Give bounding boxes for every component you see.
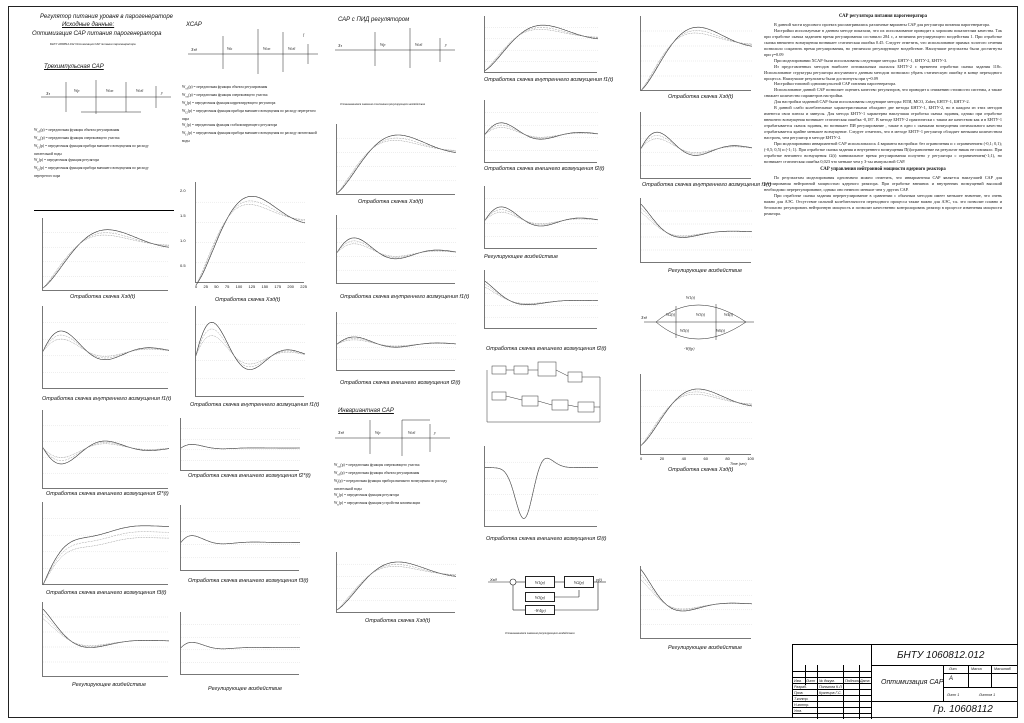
- svg-text:Wоб: Wоб: [288, 46, 296, 51]
- text-p5: Настройки типовой одноимпульсной САР питания парогенератора.: [774, 81, 897, 87]
- col1-opt-title: Оптимизация САР питания парогенератора: [32, 31, 162, 37]
- col2-plot-5-caption: Регулирующее воздействие: [208, 686, 283, 692]
- col1-plot-5-caption: Регулирующее воздействие: [72, 682, 147, 688]
- col2-block-diagram: [183, 24, 323, 79]
- response-curve: [196, 329, 305, 367]
- stamp-date: Дата: [860, 679, 870, 683]
- col1-divider: [34, 210, 174, 211]
- response-curve: [196, 201, 305, 285]
- response-curve: [337, 135, 456, 193]
- col4-plot-5: [484, 446, 597, 527]
- col2-plot-3-caption: Отработка скачка внешнего возмущения f2*(t): [188, 473, 311, 479]
- response-curve: [485, 210, 598, 225]
- text-p6: Использование данной САР позволяет оценить качество регуляторов, что приводит к снижению стоимости системы, а также снижает количество параметров настройки.: [764, 87, 1002, 99]
- response-curve: [641, 31, 752, 91]
- text-p9: При моделировании инвариантной САР использовалось 4 варианта настройки: без ограничения и с ограничением (-0,1; 0,1); (-0,5; 0,5) и (-1; 1). При отработке скачка задания и внутреннего возмущения П(t)ограничение на результат никак не повлияло. При отработке внешнего возмущения f2(t) минимальное время регулирования получено у регулятора с ограничением(-1;1), но возникает статическая ошибка 0,023 что меньше чем у 3-хы импульсной САР.: [764, 141, 1002, 164]
- svg-text:Wp: Wp: [380, 42, 386, 47]
- col3-block-diagram: [330, 22, 460, 72]
- col1-plot-1: [42, 218, 168, 291]
- svg-text:Wp: Wp: [74, 88, 80, 93]
- response-curve: [641, 389, 752, 446]
- stamp-lit: А: [949, 676, 954, 682]
- text-p7: Для настройки заданной САР были использованы следующие методы: ВТИ, МСО, Zaber, БНТУ-1, БНТУ-2.: [774, 99, 970, 105]
- response-curve: [43, 441, 169, 464]
- col5-xaxis: 0 20 40 60 80 100: [640, 456, 754, 461]
- svg-text:Xзд: Xзд: [191, 47, 197, 52]
- col4-plot-3-caption: Регулирующее воздействие: [484, 254, 559, 260]
- svg-text:W6(t): W6(t): [716, 328, 726, 333]
- text-heading-2: САР управления нейтронной мощности ядерного реактора: [820, 166, 946, 172]
- response-curve: [196, 196, 305, 285]
- col1-plot-5: [42, 602, 168, 677]
- col5-plot-1: [640, 16, 751, 91]
- col5-plot-2-caption: Отработка скачка внутреннего возмущения f1(t): [642, 182, 772, 188]
- response-curve: [641, 204, 752, 237]
- stamp-list: Лист: [806, 679, 816, 683]
- col2-section: ХСАР: [186, 22, 202, 28]
- col3-plot-4-caption: Отработка скачка Хзд(t): [365, 618, 431, 624]
- text-p2: Настройки используемые в данном методе показали, что их использование приводит к хорошим показателям качества. Так при отработке скачка заданием время регулирования составило 284 с, а величина регулирующего воздействия 1. При отработке скачка внешнего возмущения возникает статическая ошибка 0.45. Следует отметить, что использование прямых золотого сечения позволило сократить время регулирования, но увеличило регулирующее воздействие. Наилучшие результаты были достигнуты при γ=0.09: [764, 27, 1002, 57]
- svg-text:y: y: [161, 90, 163, 95]
- text-p1: В данной части курсового проекта рассматривались различные варианты САР для регулятора питания парогенератора.: [774, 21, 990, 27]
- bd-block-w3: W3(p): [525, 592, 555, 602]
- response-curve: [43, 538, 169, 585]
- svg-text:Xзд: Xзд: [338, 430, 344, 435]
- stamp-scale-header: Масштаб: [994, 667, 1011, 671]
- response-curve: [43, 335, 169, 358]
- response-curve: [337, 338, 456, 346]
- response-curve: [43, 233, 169, 288]
- col4-simulink-scheme: [482, 352, 606, 430]
- text-p3: При моделировании ХСАР были использованы следующие методы: БНТУ-1, БНТУ-2, БНТУ-3.: [774, 57, 948, 63]
- col3-equations: $W_{оп}(p)$ = передаточная функция опережающего участка $W_{об}(p)$ = передаточная функция объекта регулирования $W_f(p)$ = передаточная функция прибора внешнего возмущения по расходу питательной воды $W_p(p)$ = передаточная функция регулятора $W_к(p)$ = передаточная функция устройства компенсации: [334, 463, 448, 508]
- col3-section-2: Инвариантная САР: [338, 408, 394, 414]
- svg-text:Wоб: Wоб: [136, 88, 144, 93]
- stamp-sheets: Листов 1: [979, 693, 996, 697]
- response-curve: [43, 532, 169, 585]
- col3-plot-1: [336, 124, 455, 195]
- col5-plot-2: [640, 112, 751, 179]
- stamp-izm: Изм.: [794, 679, 802, 683]
- description-text: [764, 12, 1002, 216]
- response-curve: [43, 230, 169, 288]
- col4-plot-2-caption: Отработка скачка внешнего возмущения f2(t): [484, 166, 605, 172]
- col4-plot-2: [484, 100, 597, 163]
- col5-loop-diagram: [636, 286, 762, 356]
- svg-text:Wp: Wp: [375, 430, 381, 435]
- col2-big-yaxis: 2.0 1.5 1.0 0.5: [180, 188, 186, 268]
- svg-text:Wоп: Wоп: [106, 88, 114, 93]
- col3-plot-2-caption: Отработка скачка внутреннего возмущения f1(t): [340, 294, 470, 300]
- svg-text:Wк: Wк: [227, 46, 233, 51]
- col5-plot-3: [640, 198, 751, 263]
- svg-text:f: f: [303, 32, 305, 37]
- stamp-sheet: Лист 1: [947, 693, 960, 697]
- col1-plot-2-caption: Отработка скачка внутреннего возмущения f1(t): [42, 396, 172, 402]
- col1-equations: $W_{об}(p)$ = передаточная функция объекта регулирования $W_{оп}(p)$ = передаточная функция опережающего участка $W_{f1}(p)$ = передаточная функция прибора внешнего возмущения по расходу питательной воды $W_p(p)$ = передаточная функция регулятора $W_{f2}(p)$ = передаточная функция прибора внешнего возмущения по расходу перегретого пара: [34, 128, 149, 179]
- col2-big-xaxis: 0 25 50 75 100 125 150 175 200 225: [195, 284, 307, 289]
- svg-text:W3(t): W3(t): [696, 312, 706, 317]
- col4-plot-4: [484, 270, 597, 329]
- text-p11: При отработке скачка задания перерегулирование в сравнении с обычным методом имеет меньшее значение, что очень важно для АЭС. Отсутствие сильной колебательности переходного процесса также важно для АЭС, т.к. это позволит плавно и безопасно регулировать нейтронную мощность и позволит качественно контролировать реактор в процессе изменения мощности реактора.: [764, 192, 1002, 216]
- col1-section: Трехимпульсная САР: [44, 64, 104, 70]
- svg-text:W5(t): W5(t): [680, 328, 690, 333]
- stamp-prov: Пров.: [794, 691, 804, 695]
- bd-block-w1: W1(p): [525, 576, 555, 588]
- col1-tiny: БНТУ 1060812.012 Оптимизация САР питания парогенератора: [50, 42, 136, 46]
- text-p4: Из представленных методов наиболее оптимальным оказался БНТУ-2 с временем отработки скачка задания 118с. Использование структуры регулятора апсучаемого данным методом позволило убрать статическую ошибку в конце переходного процесса. Наилучшие результаты были достигнуты при γ=0.09: [764, 63, 1002, 81]
- response-curve: [43, 614, 169, 647]
- stamp-prov-name: Кузнецов Г.С.: [819, 691, 842, 695]
- response-curve: [485, 458, 598, 518]
- text-heading-1: САР регулятора питания парогенератора: [839, 14, 927, 19]
- col2-plot-4-caption: Отработка скачка внешнего возмущения f3(t): [188, 578, 309, 584]
- col3-plot-1-caption: Отработка скачка Хзд(t): [358, 199, 424, 205]
- response-curve: [641, 392, 752, 446]
- response-curve: [485, 125, 598, 138]
- stamp-lit-header: Лит.: [949, 667, 958, 671]
- col1-block-diagram: [36, 72, 176, 122]
- col2-plot-4: [180, 505, 299, 571]
- svg-text:Xз: Xз: [46, 91, 51, 96]
- response-curve: [641, 208, 752, 236]
- col4-plot-3: [484, 186, 597, 249]
- col3-invariant-diagram: [330, 412, 455, 462]
- col1-subtitle: Исходные данные:: [62, 22, 115, 28]
- svg-text:W1(t): W1(t): [686, 295, 696, 300]
- stamp-tkontr: Т.контр.: [794, 697, 809, 701]
- col2-big-plot-caption: Отработка скачка Хзд(t): [215, 297, 281, 303]
- col2-plot-2-caption: Отработка скачка внутреннего возмущения f1(t): [190, 402, 320, 408]
- response-curve: [485, 281, 598, 305]
- col1-title: Регулятор питания уровня в парогенераторе: [40, 14, 174, 20]
- col2-plot-3: [180, 418, 299, 471]
- col5-plot-3-caption: Регулирующее воздействие: [668, 268, 743, 274]
- col5-plot-5-caption: Регулирующее воздействие: [668, 645, 743, 651]
- text-p10: По результатам моделирования однозначно можно отметить, что инвариантная САР является наилучшей САР для регулирования нейтронной мощностью ядерного реактора. При отработке внешних и внутренних возмущений высокий необходимо перерегулирование, однако оно немного меньше чем у других САР.: [764, 174, 1002, 192]
- svg-text:Xзд: Xзд: [641, 315, 647, 320]
- stamp-razrab-name: Пинькова К.Л.: [819, 685, 843, 689]
- response-curve: [337, 138, 456, 193]
- col1-plot-4-caption: Отработка скачка внешнего возмущения f3(t): [46, 590, 167, 596]
- stamp-title: Оптимизация САР: [881, 679, 944, 686]
- svg-text:Wоб: Wоб: [408, 430, 416, 435]
- stamp-razrab: Разраб.: [794, 685, 808, 689]
- col4-plot-1: [484, 16, 597, 73]
- svg-text:Wоб: Wоб: [415, 42, 423, 47]
- col2-equations: $W_{об}(p)$ = передаточная функция объекта регулирования $W_{оп}(p)$ = передаточная функция опережающего участка $W_к(p)$ = передаточная функция корректирующего регулятора $W_{f2}(p)$ = передаточная функция прибора внешнего возмущения по расходу перегретого пара $W_с(p)$ = передаточная функция стабилизирующего регулятора $W_{f1}(p)$ = передаточная функция прибора внешнего возмущения по расходу питательной воды: [182, 85, 317, 144]
- response-curve: [43, 442, 169, 460]
- response-curve: [337, 562, 456, 610]
- response-curve: [485, 284, 598, 304]
- bd-block-w4: -W4(p): [525, 605, 555, 615]
- col1-plot-1-caption: Отработка скачка Хзд(t): [70, 294, 136, 300]
- col3-plot-4: [336, 552, 455, 613]
- stamp-code: БНТУ 1060812.012: [897, 650, 985, 661]
- col5-plot-4: [640, 374, 751, 455]
- col4-bd-tiny: Установившееся значение регулирующего воздействия: [505, 632, 575, 635]
- col4-plot-4-caption: Отработка скачка внешнего возмущения f2(t): [486, 346, 607, 352]
- response-curve: [641, 27, 752, 90]
- stamp-group: Гр. 10608112: [933, 704, 993, 715]
- response-curve: [181, 536, 300, 544]
- col5-plot-1-caption: Отработка скачка Хзд(t): [668, 94, 734, 100]
- col1-plot-3: [42, 410, 168, 489]
- response-curve: [485, 28, 598, 71]
- svg-text:-Wf(p): -Wf(p): [684, 346, 695, 351]
- response-curve: [485, 207, 598, 226]
- bd-input: Xзд: [490, 577, 497, 582]
- stamp-docnum: № докум.: [819, 679, 835, 683]
- col1-plot-4: [42, 502, 168, 585]
- response-curve: [43, 331, 169, 360]
- response-curve: [485, 458, 598, 518]
- stamp-mass-header: Масса: [971, 667, 982, 671]
- col3-plot-2: [336, 215, 455, 284]
- title-block: [792, 644, 1018, 718]
- svg-text:W4(t): W4(t): [724, 312, 734, 317]
- response-curve: [43, 609, 169, 647]
- stamp-utv: Утв.: [794, 709, 803, 713]
- response-curve: [337, 565, 456, 610]
- bd-block-w2: W2(p): [564, 576, 594, 588]
- response-curve: [43, 526, 169, 585]
- bd-output: y(t): [596, 577, 602, 582]
- col5-time-label: Time (sec): [730, 462, 747, 466]
- col1-plot-3-caption: Отработка скачка внешнего возмущения f2*(t): [46, 491, 169, 497]
- col1-plot-2: [42, 306, 168, 389]
- col2-big-plot: [195, 182, 304, 283]
- svg-text:Wоп: Wоп: [263, 46, 271, 51]
- col4-plot-1-caption: Отработка скачка внутреннего возмущения f1(t): [484, 77, 614, 83]
- col4-plot-5-caption: Отработка скачка внешнего возмущения f2(t): [486, 536, 607, 542]
- stamp-nkontr: Н.контр.: [794, 703, 810, 707]
- response-curve: [337, 241, 456, 258]
- col2-plot-2: [195, 306, 304, 397]
- col3-section: САР с ПИД регулятором: [338, 17, 410, 23]
- svg-text:y: y: [445, 42, 447, 47]
- svg-text:Xз: Xз: [338, 43, 343, 48]
- response-curve: [196, 322, 305, 369]
- col3-plot-3-caption: Отработка скачка внешнего возмущения f2(t): [340, 380, 461, 386]
- col5-plot-5: [640, 566, 751, 639]
- svg-text:y: y: [434, 430, 436, 435]
- response-curve: [641, 136, 752, 155]
- col3-tiny: Установившееся значение отклонения регулирующего воздействия: [340, 103, 426, 106]
- response-curve: [485, 25, 598, 70]
- col3-plot-3: [336, 312, 455, 371]
- col2-plot-5: [180, 612, 299, 675]
- response-curve: [641, 570, 752, 612]
- response-curve: [641, 575, 752, 610]
- col5-plot-4-caption: Отработка скачка Хзд(t): [668, 467, 734, 473]
- stamp-sign: Подпись: [845, 679, 860, 683]
- svg-text:W2(t): W2(t): [666, 312, 676, 317]
- text-p8: В данной слабо колебательные характеристиками обладают две методы БНТУ-1, БНТУ-2, но в каждом из этих методов имеются свои плюсы и минусы. Для метода БНТУ-1 характерна наилучшая отработка скачка задания, однако при отработке внешнего возмущения возникает статическая ошибка -0,187. В методе БНТУ-2 практически с таким же качеством как и в БНТУ-1 отрабатывается скачок задания, но возникает ПИ регулирование , также в одно с скачками возмущения оптимального качества отрабатывается крайне меньшее возмущение. Следует отметить, что в методе БНТУ-1 регулятор обладает меньшим количеством настроек, чем регулятор в методе БНТУ-2.: [764, 105, 1002, 141]
- response-curve: [485, 458, 598, 518]
